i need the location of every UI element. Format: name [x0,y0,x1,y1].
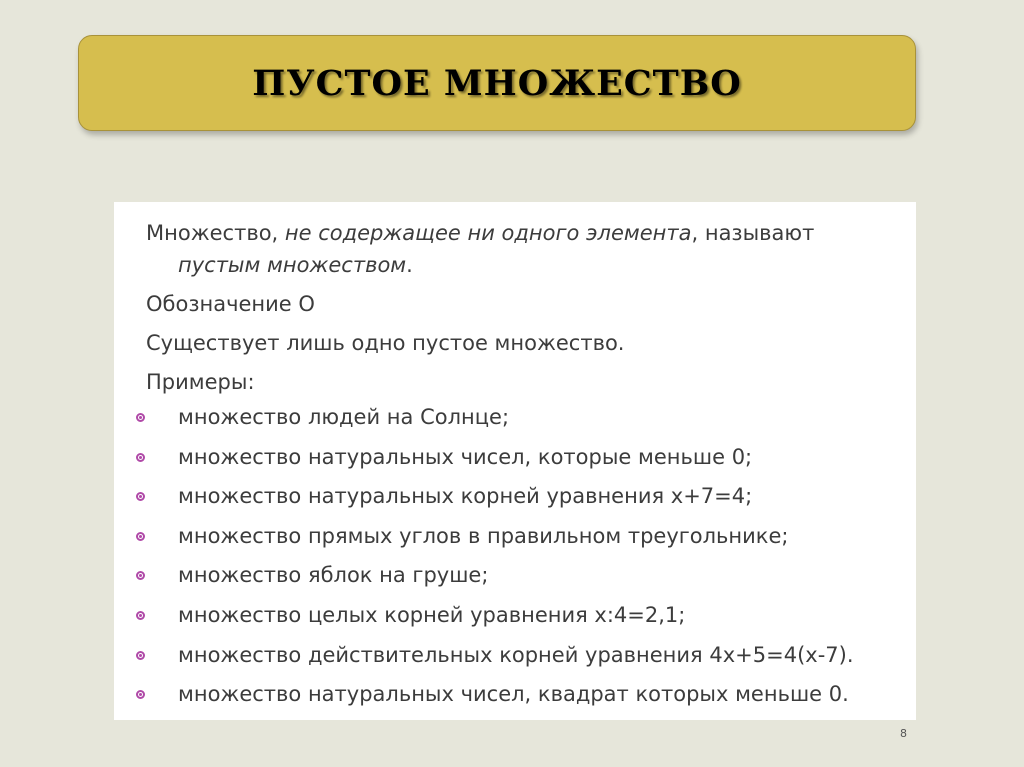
bullet-icon [136,492,145,501]
list-item [136,477,916,517]
bullet-icon [136,571,145,580]
example-text: множество яблок на груше; [178,563,489,588]
list-item [136,675,916,715]
example-text: множество натуральных корней уравнения х+7=4; [178,484,753,509]
bullet-icon [136,690,145,699]
list-item [136,556,916,596]
list-item [136,398,916,438]
list-item [136,517,916,557]
content-panel [114,202,916,720]
bullet-icon [136,453,145,462]
example-text: множество целых корней уравнения х:4=2,1; [178,602,686,627]
list-item [136,636,916,676]
definition-text-3: . [406,253,413,277]
bullet-icon [136,611,145,620]
definition-paragraph [146,217,916,281]
list-item [136,438,916,478]
slide-title: ПУСТОЕ МНОЖЕСТВО [252,62,742,104]
definition-continuation [146,249,916,281]
example-text: множество натуральных чисел, которые меньше 0; [178,444,753,469]
definition-text-2: , называют [691,221,815,245]
list-item [136,596,916,636]
bullet-icon [136,413,145,422]
page-number: 8 [900,727,907,740]
uniqueness-text: Существует лишь одно пустое множество. [146,331,625,355]
example-text: множество людей на Солнце; [178,405,510,429]
bullet-icon [136,651,145,660]
examples-heading: Примеры: [146,370,255,394]
definition-italic-2: пустым множеством [178,253,407,277]
notation-text: Обозначение О [146,292,315,316]
bullet-icon [136,532,145,541]
example-text: множество натуральных чисел, квадрат которых меньше 0. [178,682,849,707]
definition-italic-1: не содержащее ни одного элемента [284,221,692,245]
definition-text-1: Множество, [146,221,285,245]
example-text: множество действительных корней уравнения 4х+5=4(х-7). [178,642,854,667]
example-text: множество прямых углов в правильном треугольнике; [178,523,789,548]
title-banner [78,35,916,131]
examples-list [136,398,916,715]
